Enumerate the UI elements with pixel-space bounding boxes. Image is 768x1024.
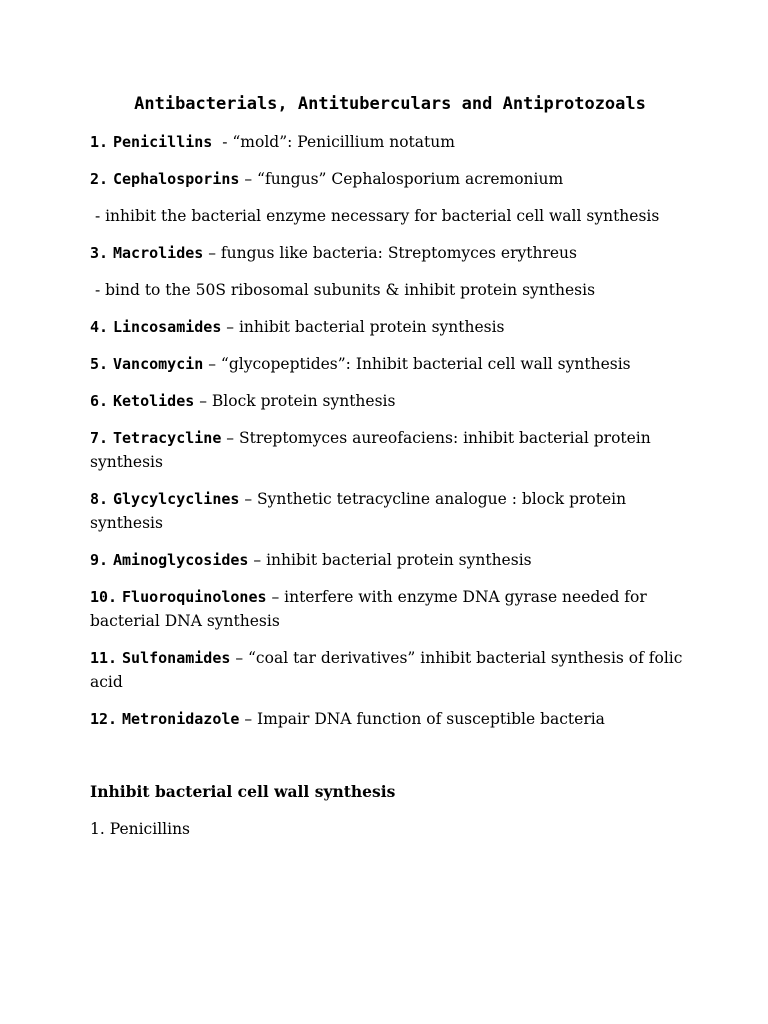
drug-class-name: Lincosamides bbox=[113, 318, 222, 336]
item-number: 11. bbox=[90, 649, 118, 667]
drug-class-description: – Block protein synthesis bbox=[194, 392, 396, 410]
item-number: 8. bbox=[90, 490, 109, 508]
item-number: 2. bbox=[90, 170, 109, 188]
item-number: 1. bbox=[90, 133, 109, 151]
list-item bbox=[90, 389, 690, 413]
item-number: 3. bbox=[90, 244, 109, 262]
drug-class-description: – “coal tar derivatives” inhibit bacterial synthesis of folic acid bbox=[90, 649, 683, 691]
list-item bbox=[90, 707, 690, 731]
item-number: 9. bbox=[90, 551, 109, 569]
document-title: Antibacterials, Antituberculars and Antiprotozoals bbox=[134, 94, 646, 114]
list-item bbox=[90, 487, 690, 535]
drug-class-name: Tetracycline bbox=[113, 429, 222, 447]
drug-class-name: Aminoglycosides bbox=[113, 551, 249, 569]
document-page bbox=[90, 92, 690, 841]
drug-class-list bbox=[90, 130, 690, 731]
item-number: 7. bbox=[90, 429, 109, 447]
drug-class-description: – “glycopeptides”: Inhibit bacterial cell wall synthesis bbox=[203, 355, 631, 373]
drug-class-description: – Streptomyces aureofaciens: inhibit bacterial protein synthesis bbox=[90, 429, 651, 471]
section-list-item: 1. Penicillins bbox=[90, 820, 191, 838]
mechanism-note: - bind to the 50S ribosomal subunits & inhibit protein synthesis bbox=[90, 281, 596, 299]
list-item bbox=[90, 426, 690, 474]
drug-class-name: Ketolides bbox=[113, 392, 195, 410]
drug-class-description: – interfere with enzyme DNA gyrase needed for bacterial DNA synthesis bbox=[90, 588, 647, 630]
item-number: 5. bbox=[90, 355, 109, 373]
list-item bbox=[90, 241, 690, 265]
list-item bbox=[90, 130, 690, 154]
section-heading: Inhibit bacterial cell wall synthesis bbox=[90, 782, 396, 801]
drug-class-name: Macrolides bbox=[113, 244, 204, 262]
drug-class-description: – inhibit bacterial protein synthesis bbox=[221, 318, 505, 336]
drug-class-name: Glycylcyclines bbox=[113, 490, 240, 508]
drug-class-description: – Impair DNA function of susceptible bacteria bbox=[239, 710, 605, 728]
list-item bbox=[90, 585, 690, 633]
drug-class-name: Penicillins bbox=[113, 133, 213, 151]
mechanism-note: - inhibit the bacterial enzyme necessary for bacterial cell wall synthesis bbox=[90, 207, 660, 225]
item-number: 12. bbox=[90, 710, 118, 728]
item-number: 6. bbox=[90, 392, 109, 410]
list-item bbox=[90, 646, 690, 694]
drug-class-description: - “mold”: Penicillium notatum bbox=[212, 133, 455, 151]
item-number: 4. bbox=[90, 318, 109, 336]
list-item bbox=[90, 167, 690, 191]
drug-class-description: – fungus like bacteria: Streptomyces erythreus bbox=[203, 244, 577, 262]
drug-class-name: Vancomycin bbox=[113, 355, 204, 373]
list-item bbox=[90, 352, 690, 376]
item-number: 10. bbox=[90, 588, 118, 606]
list-item bbox=[90, 315, 690, 339]
drug-class-name: Metronidazole bbox=[122, 710, 240, 728]
drug-class-name: Cephalosporins bbox=[113, 170, 240, 188]
drug-class-description: – inhibit bacterial protein synthesis bbox=[248, 551, 532, 569]
drug-class-description: – Synthetic tetracycline analogue : block protein synthesis bbox=[90, 490, 627, 532]
list-item bbox=[90, 548, 690, 572]
drug-class-name: Sulfonamides bbox=[122, 649, 231, 667]
drug-class-description: – “fungus” Cephalosporium acremonium bbox=[239, 170, 564, 188]
drug-class-name: Fluoroquinolones bbox=[122, 588, 267, 606]
